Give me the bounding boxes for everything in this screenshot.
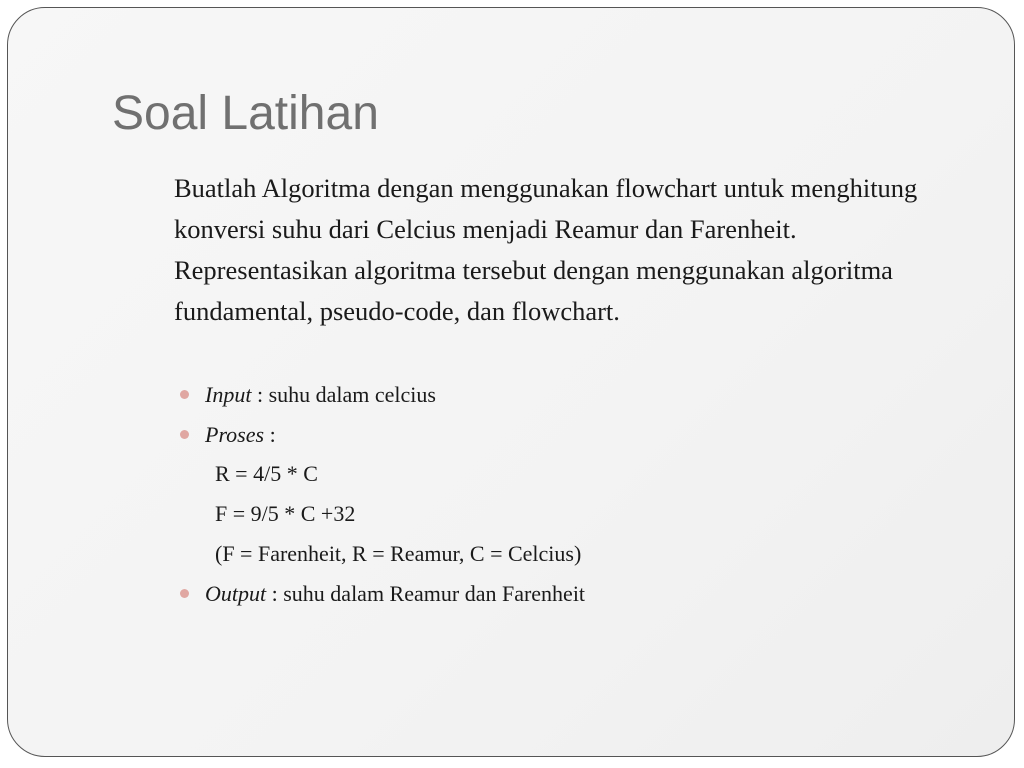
bullet-dot-icon — [180, 390, 189, 399]
bullet-text: : suhu dalam celcius — [251, 382, 436, 407]
bullet-text: : — [264, 422, 276, 447]
bullet-label: Proses — [205, 422, 265, 447]
bullet-dot-icon — [180, 589, 189, 598]
intro-paragraph: Buatlah Algoritma dengan menggunakan flowchart untuk menghitung konversi suhu dari Celcius menjadi Reamur dan Farenheit. Representasikan algoritma tersebut dengan menggunakan algoritma fundamental, pseudo-code, dan flowchart. — [174, 173, 918, 326]
process-line-farenheit: F = 9/5 * C +32 — [215, 501, 356, 526]
process-line-legend: (F = Farenheit, R = Reamur, C = Celcius) — [215, 541, 582, 566]
bullet-label: Output — [205, 581, 267, 606]
bullet-label: Input — [205, 382, 252, 407]
slide-title: Soal Latihan — [112, 87, 379, 140]
bullet-text: : suhu dalam Reamur dan Farenheit — [266, 581, 586, 606]
process-line-reamur: R = 4/5 * C — [215, 461, 318, 486]
bullet-dot-icon — [180, 430, 189, 439]
